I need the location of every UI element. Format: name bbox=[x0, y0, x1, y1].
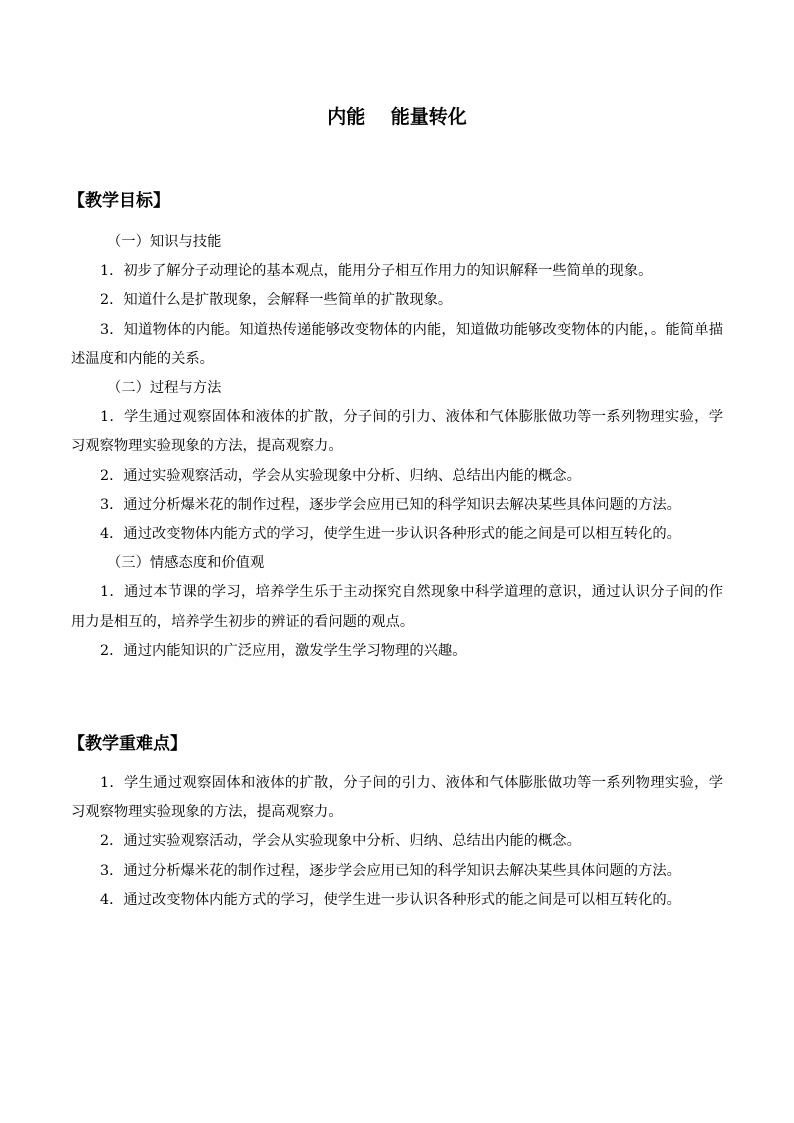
key-point-paragraph: 3．通过分析爆米花的制作过程，逐步学会应用已知的科学知识去解决某些具体问题的方法。 bbox=[100, 862, 681, 879]
key-points-heading: 【教学重难点】 bbox=[68, 734, 187, 754]
objective-paragraph: 1．学生通过观察固体和液体的扩散，分子间的引力、液体和气体膨胀做功等一系列物理实验，学习观察物理实验现象的方法，提高观察力。 bbox=[71, 409, 723, 455]
key-points-body bbox=[71, 769, 723, 915]
section-label-process: （二）过程与方法 bbox=[107, 380, 222, 397]
objectives-body bbox=[71, 228, 723, 666]
objective-paragraph: 4．通过改变物体内能方式的学习，使学生进一步认识各种形式的能之间是可以相互转化的。 bbox=[100, 526, 681, 543]
objectives-heading: 【教学目标】 bbox=[68, 191, 170, 211]
objective-paragraph: 2．通过实验观察活动，学会从实验现象中分析、归纳、总结出内能的概念。 bbox=[100, 467, 581, 484]
objective-paragraph: 3．通过分析爆米花的制作过程，逐步学会应用已知的科学知识去解决某些具体问题的方法。 bbox=[100, 496, 681, 513]
objective-paragraph: 1．通过本节课的学习，培养学生乐于主动探究自然现象中科学道理的意识，通过认识分子间的作用力是相互的，培养学生初步的辨证的看问题的观点。 bbox=[71, 584, 723, 630]
document-title: 内能 能量转化 bbox=[327, 106, 467, 128]
section-label-knowledge: （一）知识与技能 bbox=[107, 234, 222, 250]
section-label-attitude: （三）情感态度和价值观 bbox=[107, 555, 265, 572]
key-point-paragraph: 4．通过改变物体内能方式的学习，使学生进一步认识各种形式的能之间是可以相互转化的。 bbox=[100, 891, 681, 908]
objective-paragraph: 2．知道什么是扩散现象，会解释一些简单的扩散现象。 bbox=[100, 292, 453, 309]
objective-paragraph: 2．通过内能知识的广泛应用，激发学生学习物理的兴趣。 bbox=[100, 642, 467, 659]
objective-paragraph: 3．知道物体的内能。知道热传递能够改变物体的内能，知道做功能够改变物体的内能，。能简单描述温度和内能的关系。 bbox=[71, 321, 723, 367]
objective-paragraph: 1．初步了解分子动理论的基本观点，能用分子相互作用力的知识解释一些简单的现象。 bbox=[100, 263, 653, 280]
key-point-paragraph: 1．学生通过观察固体和液体的扩散，分子间的引力、液体和气体膨胀做功等一系列物理实验，学习观察物理实验现象的方法，提高观察力。 bbox=[71, 775, 723, 821]
key-point-paragraph: 2．通过实验观察活动，学会从实验现象中分析、归纳、总结出内能的概念。 bbox=[100, 833, 581, 850]
